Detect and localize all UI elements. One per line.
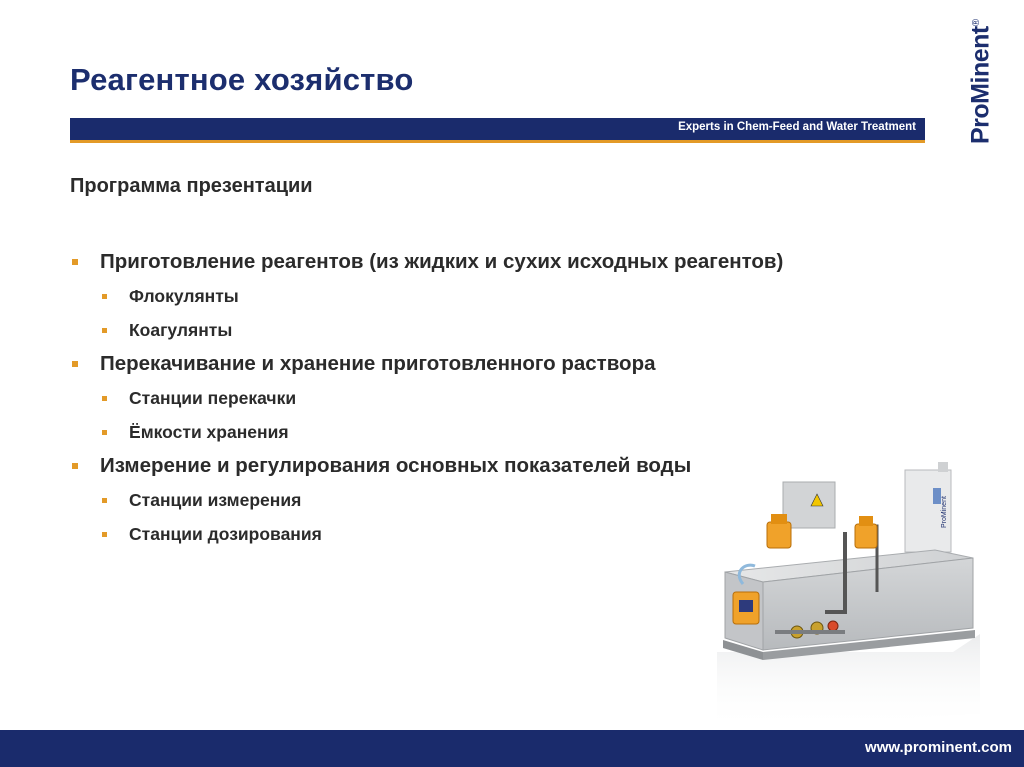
slide-title: Реагентное хозяйство [70,62,414,97]
bullet-square-icon [102,396,107,401]
bullet-square-icon [102,532,107,537]
bullet-square-icon [102,430,107,435]
bullet-square-icon [102,498,107,503]
dosing-station-image [705,462,990,732]
header-accent-line [70,140,925,143]
agenda-subitem-text: Флокулянты [129,286,239,306]
bullet-square-icon [72,463,78,469]
agenda-subitem-text: Станции дозирования [129,524,322,544]
prominent-logo [962,14,995,144]
agenda-subitem-text: Станции перекачки [129,388,297,408]
bullet-square-icon [72,259,78,265]
agenda-subitem-text: Коагулянты [129,320,233,340]
agenda-item [70,348,970,382]
logo-text: ProMinent [966,26,995,144]
bullet-square-icon [102,328,107,333]
agenda-subitem-text: Ёмкости хранения [129,422,289,442]
logo-registered-mark: ® [971,19,982,27]
agenda-subitem [70,382,970,416]
agenda-subitem [70,280,970,314]
agenda-item-text: Перекачивание и хранение приготовленного раствора [100,352,656,375]
agenda-item-text: Измерение и регулирования основных показателей воды [100,454,692,477]
presentation-subtitle: Программа презентации [70,175,313,197]
agenda-subitem [70,416,970,450]
header-bar [70,118,925,140]
bullet-square-icon [102,294,107,299]
footer-website-link[interactable]: www.prominent.com [865,739,1012,756]
agenda-item-text: Приготовление реагентов (из жидких и сухих исходных реагентов) [100,250,784,273]
agenda-subitem-text: Станции измерения [129,490,302,510]
agenda-subitem [70,314,970,348]
bullet-square-icon [72,361,78,367]
footer-bar [0,730,1024,767]
tagline: Experts in Chem-Feed and Water Treatment [678,121,916,133]
agenda-item [70,246,970,280]
equipment-brand-label: ProMinent [941,496,948,528]
